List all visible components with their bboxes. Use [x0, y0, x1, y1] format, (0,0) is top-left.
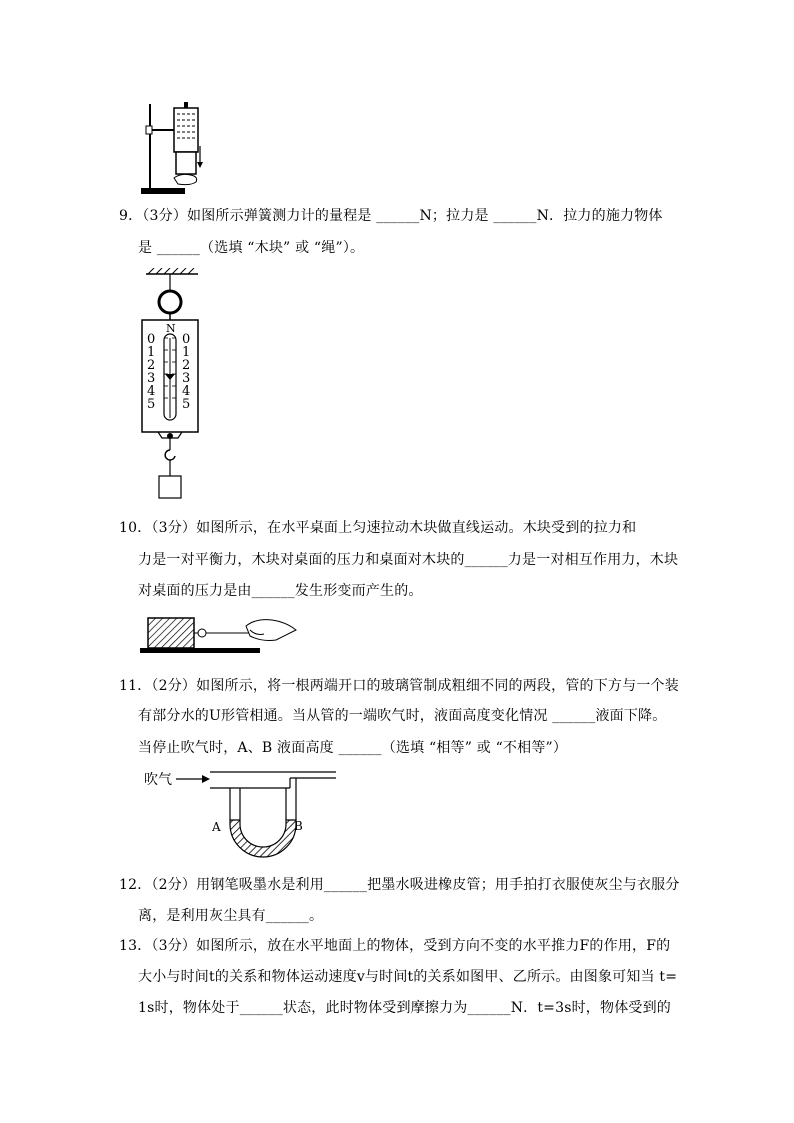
scale-left-3: 3: [147, 371, 156, 386]
label-b: B: [294, 819, 303, 833]
q11-line-2: 有部分水的U形管相通。当从管的一端吹气时，液面高度变化情况 ______液面下降。: [138, 708, 667, 724]
q11-line-1: 11．（2分）如图所示，将一根两端开口的玻璃管制成粗细不同的两段，管的下方与一个装: [119, 678, 679, 694]
q12-line-2: 离，是利用灰尘具有______。: [138, 908, 324, 924]
q10-line-3: 对桌面的压力是由______发生形变而产生的。: [138, 583, 423, 599]
scale-right-2: 2: [182, 358, 191, 373]
scale-right-0: 0: [182, 332, 191, 347]
scale-right-1: 1: [182, 345, 191, 360]
label-a: A: [212, 820, 221, 834]
unit-label: N: [166, 322, 176, 335]
q13-line-1: 13．（3分）如图所示，放在水平地面上的物体，受到方向不变的水平推力F的作用，F的: [119, 938, 671, 954]
scale-right-5: 5: [182, 397, 191, 412]
q9-line-1: 9．（3分）如图所示弹簧测力计的量程是 ______N；拉力是 ______N．拉力的施力物体: [119, 208, 663, 224]
q13-line-2: 大小与时间t的关系和物体运动速度v与时间t的关系如图甲、乙所示。由图象可知当 t=: [138, 969, 678, 985]
scale-right-4: 4: [182, 384, 191, 399]
stand-syringe-figure: [138, 100, 208, 198]
spring-scale-figure: [138, 268, 218, 502]
scale-left-4: 4: [147, 384, 156, 399]
scale-left-0: 0: [147, 332, 156, 347]
scale-left-2: 2: [147, 358, 156, 373]
q9-line-2: 是 ______（选填 “木块” 或 “绳”）。: [138, 240, 365, 256]
q11-line-3: 当停止吹气时，A、B 液面高度 ______（选填 “相等” 或 “不相等”）: [138, 740, 568, 756]
q13-line-3: 1s时，物体处于______状态，此时物体受到摩擦力为______N．t=3s时，物体受到的: [138, 1000, 671, 1016]
q12-line-1: 12．（2分）用钢笔吸墨水是利用______把墨水吸进橡皮管；用手拍打衣服使灰尘与衣服分: [119, 877, 680, 893]
q10-line-2: 力是一对平衡力，木块对桌面的压力和桌面对木块的______力是一对相互作用力，木块: [138, 552, 679, 568]
block-pull-figure: [140, 612, 300, 656]
scale-left-5: 5: [147, 397, 156, 412]
u-tube-figure: [140, 764, 340, 864]
q10-line-1: 10．（3分）如图所示，在水平桌面上匀速拉动木块做直线运动。木块受到的拉力和: [119, 520, 637, 536]
blow-label: 吹气: [144, 772, 172, 788]
scale-right-3: 3: [182, 371, 191, 386]
scale-left-1: 1: [147, 345, 156, 360]
